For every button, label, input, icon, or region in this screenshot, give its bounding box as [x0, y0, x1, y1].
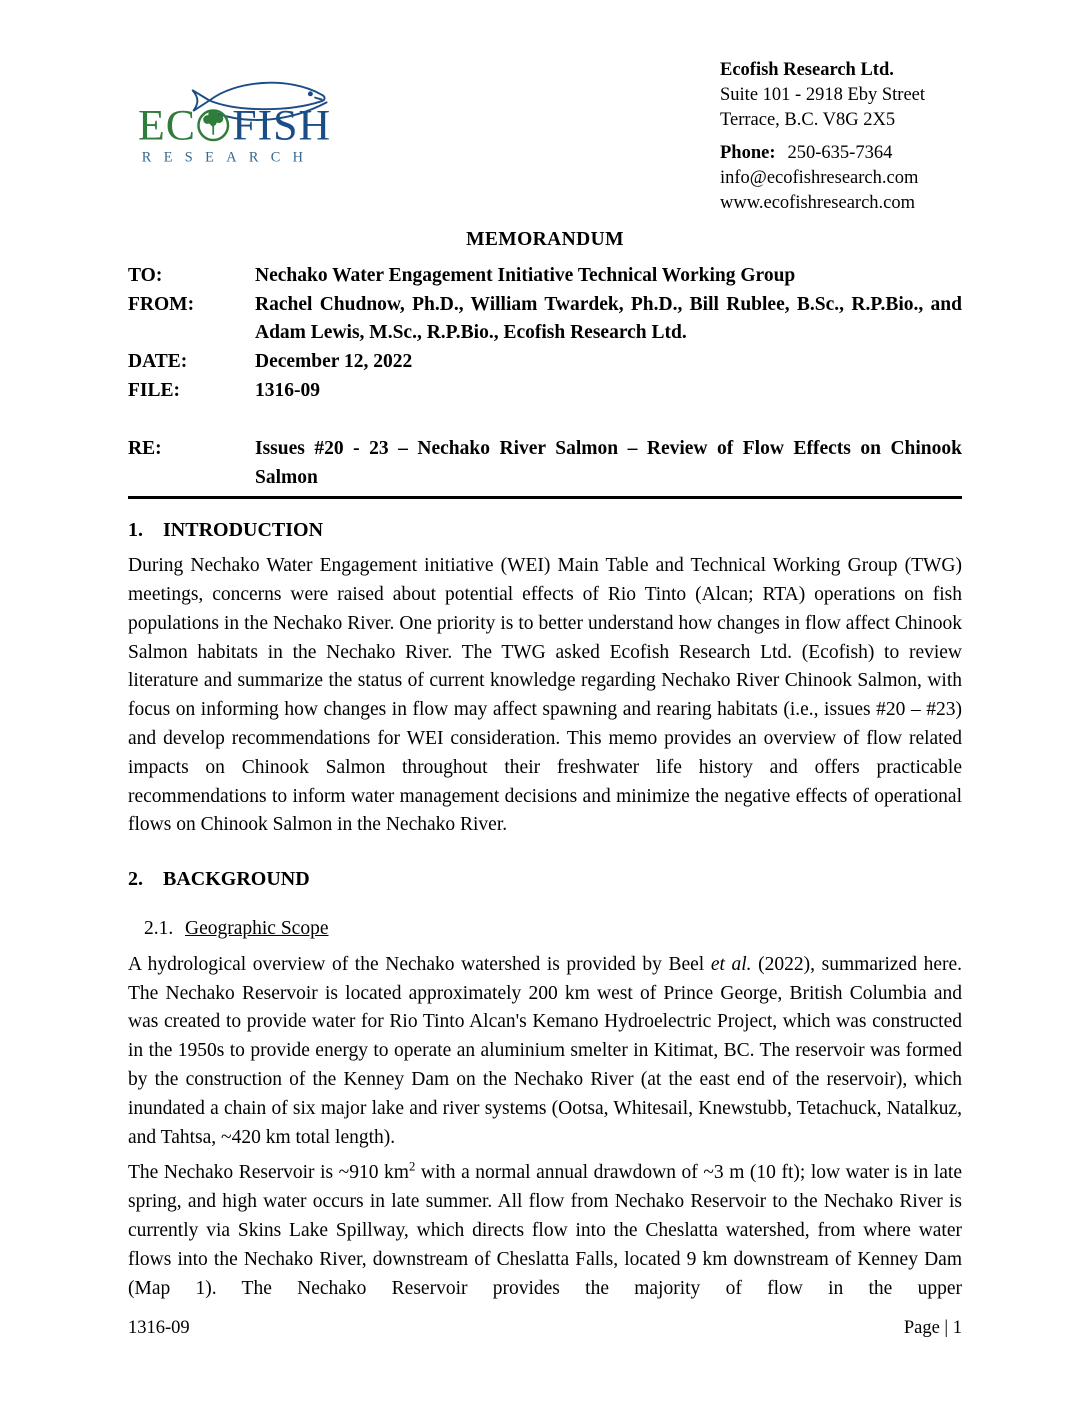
memo-fields	[128, 262, 962, 493]
phone-number: 250-635-7364	[787, 143, 893, 163]
field-value: 1316-09	[255, 379, 320, 401]
ecofish-logo	[138, 72, 338, 179]
logo-text-fish: FISH	[232, 101, 332, 150]
field-value: Nechako Water Engagement Initiative Technical Working Group	[255, 264, 796, 286]
memo-field-file	[128, 377, 962, 406]
phone-row	[720, 141, 962, 166]
field-value: December 12, 2022	[255, 351, 413, 373]
subsection-heading-geographic-scope	[144, 915, 962, 944]
section-title: INTRODUCTION	[163, 519, 324, 542]
field-value: Rachel Chudnow, Ph.D., William Twardek, Ph.D., Bill Rublee, B.Sc., R.P.Bio., and Adam Lewis, M.Sc., R.P.Bio., Ecofish Research Ltd.	[255, 293, 962, 344]
section-number: 2.	[128, 868, 143, 891]
field-label: FROM:	[128, 293, 195, 315]
divider-rule	[128, 496, 962, 499]
section-heading-introduction	[128, 516, 962, 545]
field-label: FILE:	[128, 379, 181, 401]
document-header	[128, 58, 962, 216]
memo-title: MEMORANDUM	[466, 229, 624, 250]
website-address: www.ecofishresearch.com	[720, 193, 916, 213]
memo-field-date	[128, 348, 962, 377]
logo-text-ec: EC	[138, 101, 196, 150]
subsection-title: Geographic Scope	[185, 917, 329, 939]
logo-text-research: RESEARCH	[141, 149, 316, 166]
fish-eye	[309, 92, 312, 95]
address-line-1: Suite 101 - 2918 Eby Street	[720, 85, 926, 105]
company-name: Ecofish Research Ltd.	[720, 60, 894, 80]
field-label: DATE:	[128, 351, 188, 373]
spacer	[720, 133, 962, 141]
section-heading-background	[128, 865, 962, 894]
address-line-2: Terrace, B.C. V8G 2X5	[720, 110, 896, 130]
contact-block	[720, 58, 962, 216]
ecofish-logo-graphic	[138, 72, 338, 169]
paragraph-introduction: During Nechako Water Engagement initiative (WEI) Main Table and Technical Working Group (TWG) meetings, concerns were raised about potential effects of Rio Tinto (Alcan; RTA) operations on fish populations in the Nechako River. One priority is to better understand how changes in flow affect Chinook Salmon habitats in the Nechako River. The TWG asked Ecofish Research Ltd. (Ecofish) to review literature and summarize the status of current knowledge regarding Nechako River Chinook Salmon, with focus on informing how changes in flow may affect spawning and rearing habitats (i.e., issues #20 – #23) and develop recommendations for WEI consideration. This memo provides an overview of flow related impacts on Chinook Salmon throughout their freshwater life history and offers practicable recommendations to inform water management decisions and minimize the negative effects of operational flows on Chinook Salmon in the Nechako River.	[128, 555, 962, 836]
memo-field-from	[128, 291, 962, 349]
section-title: BACKGROUND	[163, 868, 310, 891]
subsection-number: 2.1.	[144, 917, 174, 939]
paragraph-geographic-scope-1: A hydrological overview of the Nechako watershed is provided by Beel et al. (2022), summarized here. The Nechako Reservoir is located approximately 200 km west of Prince George, British Columbia and was created to provide water for Rio Tinto Alcan's Kemano Hydroelectric Project, which was constructed in the 1950s to provide energy to operate an aluminium smelter in Kitimat, BC. The reservoir was formed by the construction of the Kenney Dam on the Nechako River (at the east end of the reservoir), which inundated a chain of six major lake and river systems (Ootsa, Whitesail, Knewstubb, Tetachuck, Natalkuz, and Tahtsa, ~420 km total length).	[128, 953, 962, 1148]
logo-o-tree-icon	[198, 110, 228, 140]
email-address: info@ecofishresearch.com	[720, 168, 919, 188]
phone-label: Phone:	[720, 143, 776, 163]
field-label: TO:	[128, 264, 163, 286]
paragraph-geographic-scope-2: The Nechako Reservoir is ~910 $km^2$ with a normal annual drawdown of ~3 m (10 ft); low water is in late spring, and high water occurs in late summer. All flow from Nechako Reservoir to the Nechako River is currently via Skins Lake Spillway, which directs flow into the Cheslatta watershed, from where water flows into the Nechako River, downstream of Cheslatta Falls, located 9 km downstream of Kenney Dam (Map 1). The Nechako Reservoir provides the majority of flow in the upper	[128, 1159, 962, 1299]
section-number: 1.	[128, 519, 143, 542]
page-footer	[128, 1314, 962, 1343]
memo-field-to	[128, 262, 962, 291]
footer-page-number: Page | 1	[903, 1318, 962, 1338]
memo-field-re	[128, 435, 962, 493]
field-label: RE:	[128, 437, 162, 459]
field-value: Issues #20 - 23 – Nechako River Salmon – Review of Flow Effects on Chinook Salmon	[255, 437, 962, 488]
footer-file-number: 1316-09	[128, 1318, 190, 1338]
